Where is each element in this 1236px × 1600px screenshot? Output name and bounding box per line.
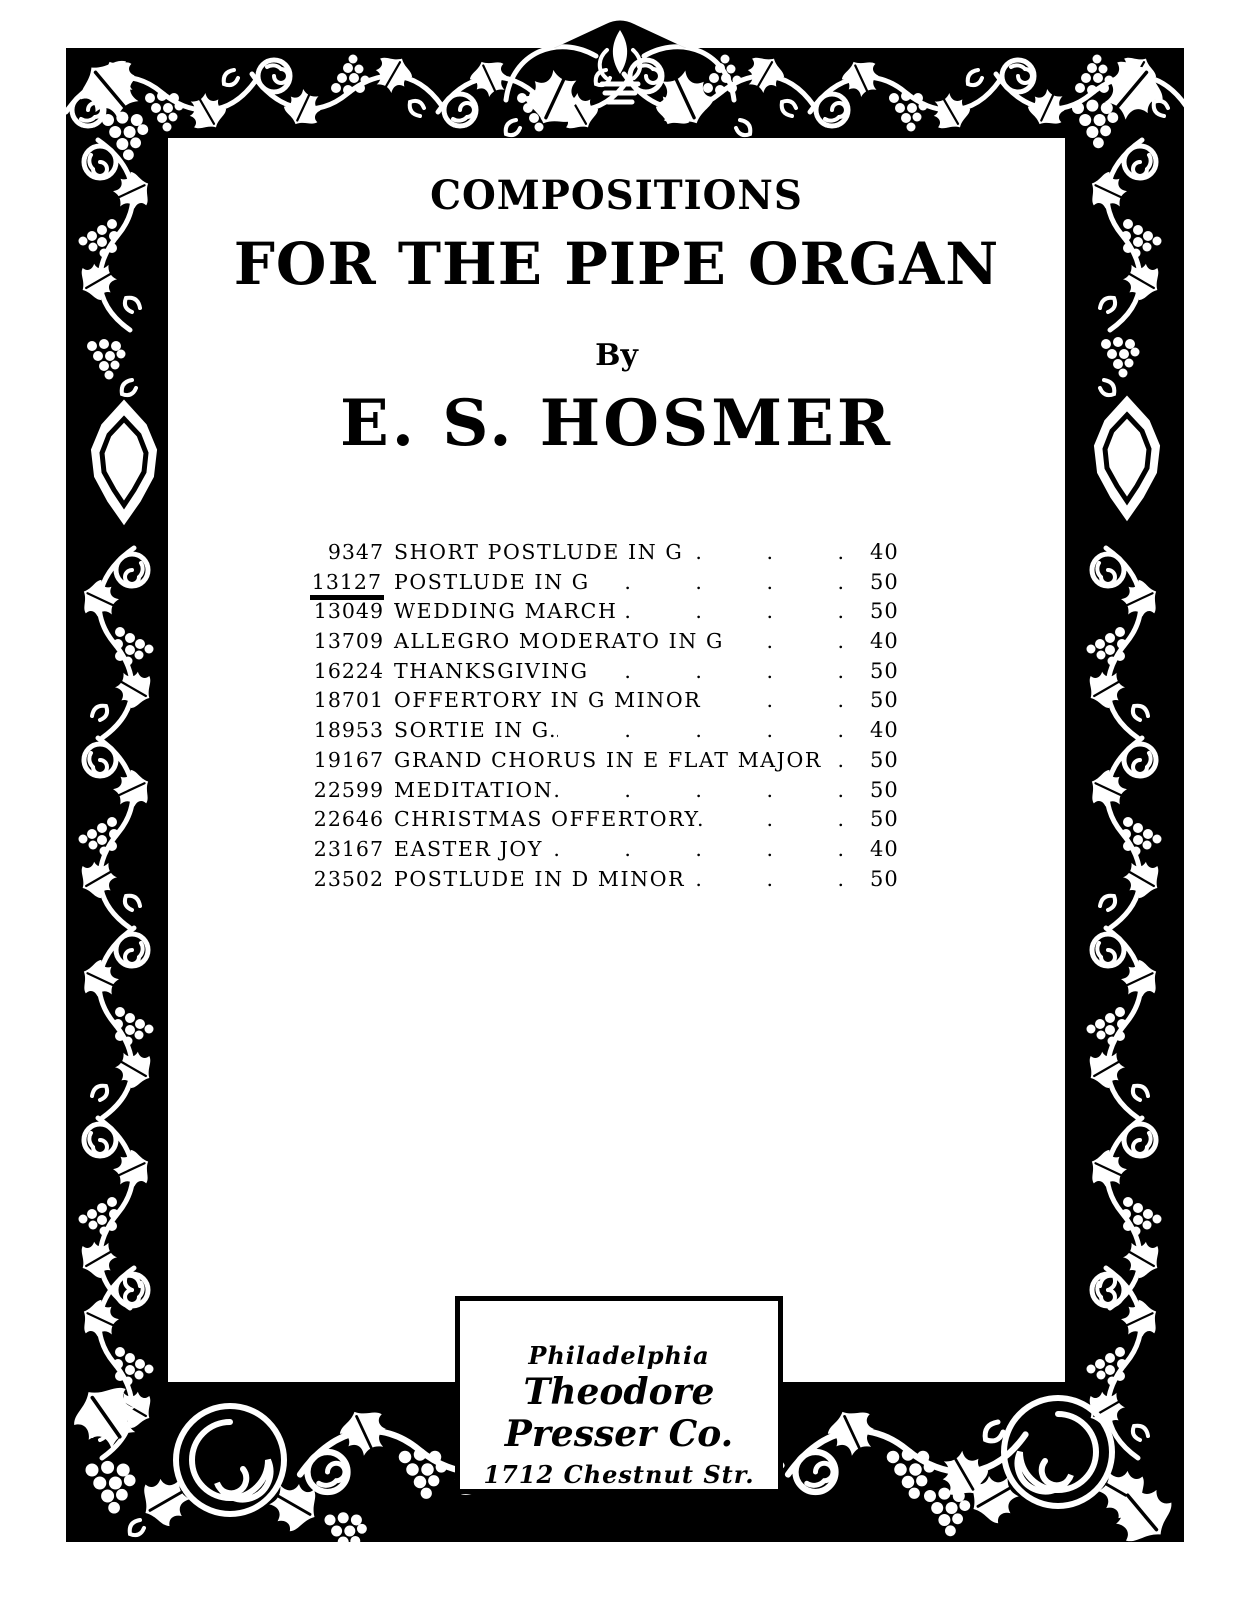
catalog-number: 13709 xyxy=(313,629,384,654)
composition-row xyxy=(300,659,930,689)
composition-row xyxy=(300,867,930,897)
dot-leader xyxy=(685,867,844,891)
price-value: 40 xyxy=(870,836,899,861)
composition-title: MEDITATION xyxy=(394,777,554,802)
dot-leader xyxy=(701,688,844,712)
dot-leader xyxy=(617,599,844,623)
composition-row xyxy=(300,540,930,570)
composition-title: POSTLUDE IN D MINOR xyxy=(394,866,686,891)
price-value: 50 xyxy=(870,599,899,624)
composition-title: ALLEGRO MODERATO IN G xyxy=(394,629,724,654)
price-value: 50 xyxy=(870,688,899,713)
catalog-number: 18953 xyxy=(313,718,384,743)
composition-row xyxy=(300,599,930,629)
catalog-number: 16224 xyxy=(313,658,384,683)
dot-leader xyxy=(705,807,844,831)
catalog-number: 13049 xyxy=(313,599,384,624)
publisher-name: Theodore Presser Co. xyxy=(504,1371,734,1455)
dot-leader xyxy=(543,837,844,861)
publisher-box xyxy=(455,1296,783,1494)
composition-row xyxy=(300,718,930,748)
composition-title: EASTER JOY xyxy=(394,836,543,861)
price-value: 50 xyxy=(870,747,899,772)
composition-title: GRAND CHORUS IN E FLAT MAJOR xyxy=(394,747,822,772)
dot-leader xyxy=(590,570,844,594)
catalog-number: 23502 xyxy=(313,866,384,891)
price-value: 40 xyxy=(870,540,899,564)
composition-title: OFFERTORY IN G MINOR xyxy=(394,688,702,713)
composition-row xyxy=(300,748,930,778)
byline-label: By xyxy=(595,338,638,373)
dot-leader xyxy=(822,748,844,772)
catalog-number: 22599 xyxy=(313,777,384,802)
catalog-number: 9347 xyxy=(327,540,384,564)
page-title: COMPOSITIONS xyxy=(430,172,803,219)
composition-title: THANKSGIVING xyxy=(394,658,589,683)
composition-row xyxy=(300,688,930,718)
catalog-number: 19167 xyxy=(313,747,384,772)
catalog-number: 23167 xyxy=(313,836,384,861)
composition-row xyxy=(300,807,930,837)
dot-leader xyxy=(553,778,844,802)
catalog-number: 22646 xyxy=(313,807,384,832)
catalog-number: 18701 xyxy=(313,688,384,713)
dot-leader xyxy=(724,629,844,653)
dot-leader xyxy=(683,540,844,564)
publisher-city: Philadelphia xyxy=(528,1341,710,1370)
composition-title: WEDDING MARCH xyxy=(394,599,618,624)
price-value: 50 xyxy=(870,658,899,683)
price-value: 50 xyxy=(870,807,899,832)
composition-title: POSTLUDE IN G xyxy=(394,569,590,594)
composition-title: SORTIE IN G. xyxy=(394,718,558,743)
price-value: 40 xyxy=(870,718,899,743)
composition-title: CHRISTMAS OFFERTORY. xyxy=(394,807,706,832)
composition-row xyxy=(300,570,930,600)
price-value: 50 xyxy=(870,569,899,594)
composition-row xyxy=(300,629,930,659)
composition-list xyxy=(300,540,930,896)
dot-leader xyxy=(557,718,844,742)
composition-row xyxy=(300,837,930,867)
publisher-address: 1712 Chestnut Str. xyxy=(483,1460,755,1489)
page-subtitle: FOR THE PIPE ORGAN xyxy=(233,230,1000,298)
title-page-content xyxy=(168,138,1065,1382)
price-value: 40 xyxy=(870,629,899,654)
dot-leader xyxy=(589,659,844,683)
catalog-number: 13127 xyxy=(300,570,384,594)
price-value: 50 xyxy=(870,866,899,891)
price-value: 50 xyxy=(870,777,899,802)
composition-row xyxy=(300,778,930,808)
composition-title: SHORT POSTLUDE IN G xyxy=(394,540,684,564)
author-name: E. S. HOSMER xyxy=(339,386,894,461)
